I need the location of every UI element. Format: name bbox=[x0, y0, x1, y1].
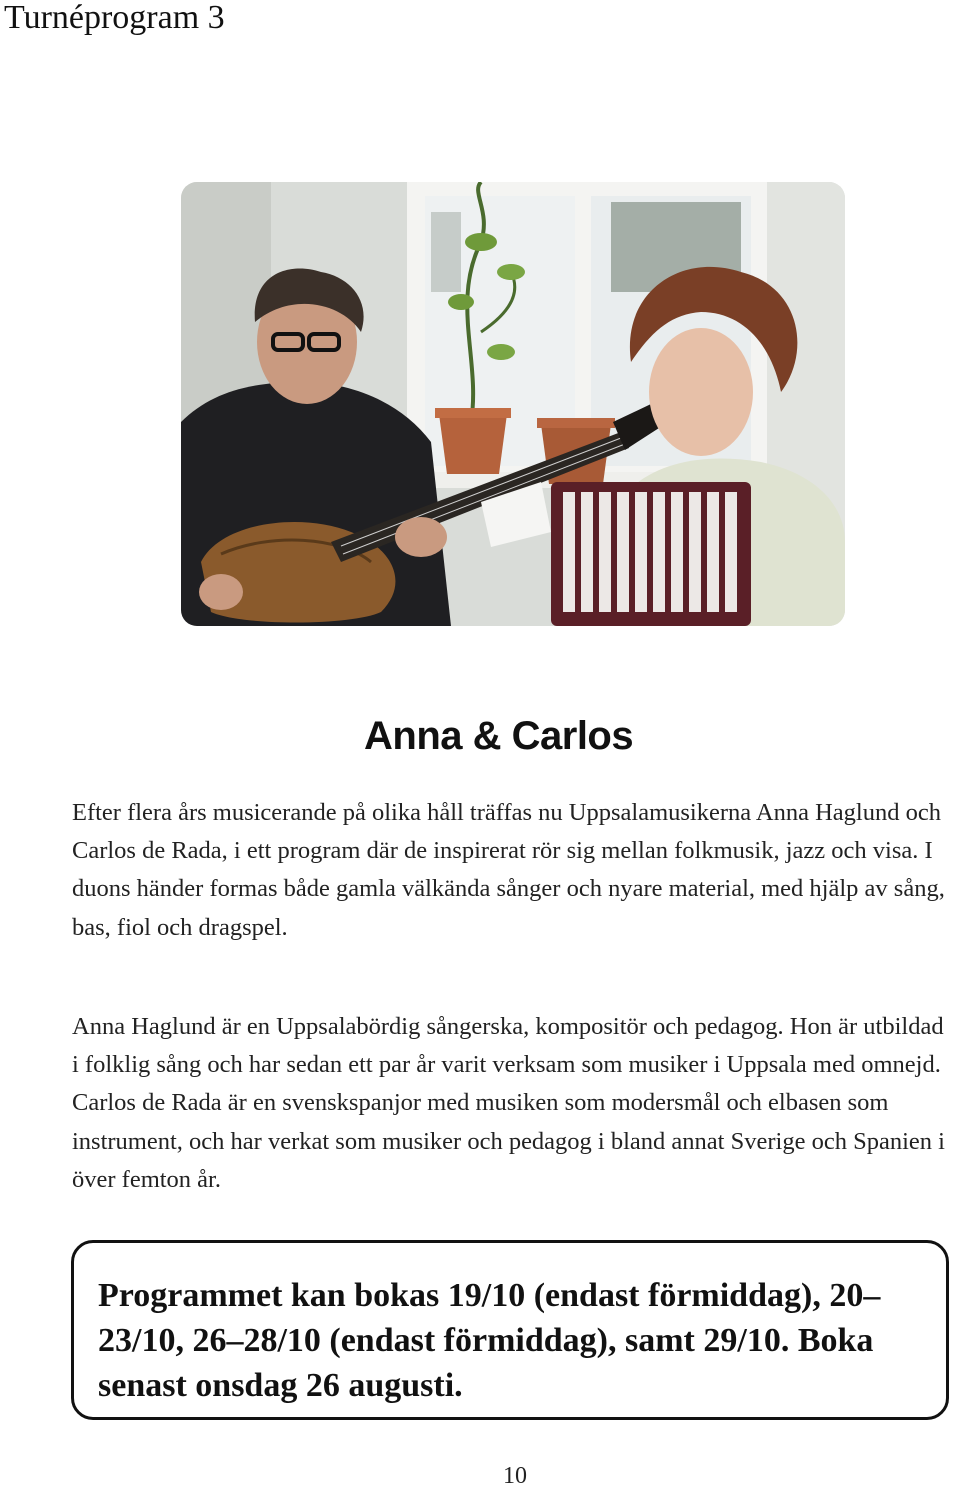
booking-text: Programmet kan bokas 19/10 (endast förmiddag), 20–23/10, 26–28/10 (endast förmiddag), samt 29/10. Boka senast onsdag 26 augusti. bbox=[98, 1277, 881, 1404]
section-title: Anna & Carlos bbox=[364, 714, 634, 758]
page-header-title: Turnéprogram 3 bbox=[4, 0, 225, 36]
paragraph-bio: Anna Haglund är en Uppsalabördig sångerska, kompositör och pedagog. Hon är utbildad i folklig sång och har sedan ett par år varit verksam som musiker i Uppsala med omnejd. Carlos de Rada är en svenskspanjor med musiken som modersmål och elbasen som instrument, och har verkat som musiker och pedagog i bland annat Sverige och Spanien i över femton år. bbox=[72, 1013, 945, 1193]
musicians-photo bbox=[181, 182, 845, 626]
booking-box bbox=[71, 1240, 949, 1420]
page-number: 10 bbox=[503, 1463, 527, 1489]
paragraph-intro: Efter flera års musicerande på olika håll träffas nu Uppsalamusikerna Anna Haglund och Carlos de Rada, i ett program där de inspirerat rör sig mellan folkmusik, jazz och visa. I duons händer formas både gamla välkända sånger och nyare material, med hjälp av sång, bas, fiol och dragspel. bbox=[72, 799, 945, 941]
